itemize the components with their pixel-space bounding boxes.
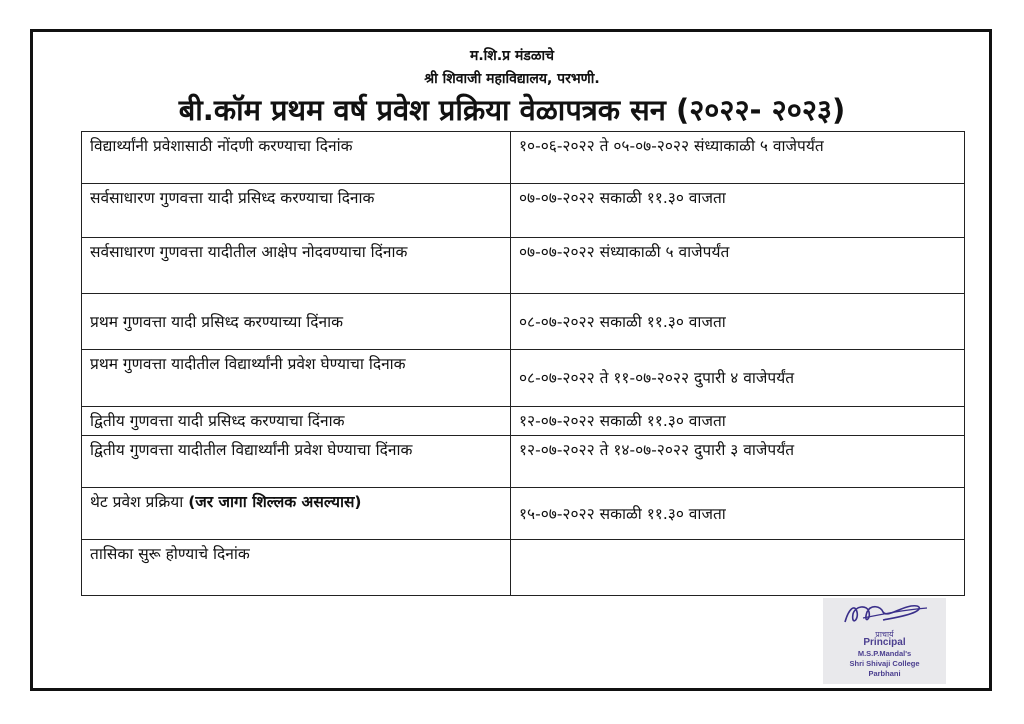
date-cell: ०७-०७-२०२२ सकाळी ११.३० वाजता: [511, 184, 965, 238]
college-name: श्री शिवाजी महाविद्यालय, परभणी.: [424, 71, 600, 87]
seal-college: Shri Shivaji College: [849, 659, 920, 668]
table-row: [82, 436, 965, 488]
event-cell: प्रथम गुणवत्ता यादी प्रसिध्द करण्याच्या दिंनाक: [82, 294, 511, 350]
table-row: [82, 488, 965, 540]
seal-org: M.S.P.Mandal's: [857, 649, 912, 658]
table-row: [82, 407, 965, 436]
table-row: [82, 350, 965, 407]
event-cell: सर्वसाधारण गुणवत्ता यादीतील आक्षेप नोदवण्याचा दिंनाक: [82, 238, 511, 294]
date-cell: ०८-०७-२०२२ सकाळी ११.३० वाजता: [511, 294, 965, 350]
date-cell: १५-०७-२०२२ सकाळी ११.३० वाजता: [511, 488, 965, 540]
date-cell: १२-०७-२०२२ सकाळी ११.३० वाजता: [511, 407, 965, 436]
table-row: [82, 184, 965, 238]
table-row: [82, 238, 965, 294]
table-row: [82, 294, 965, 350]
table-row: [82, 540, 965, 596]
event-cell: द्वितीय गुणवत्ता यादी प्रसिध्द करण्याचा दिंनाक: [82, 407, 511, 436]
date-cell: १२-०७-२०२२ ते १४-०७-२०२२ दुपारी ३ वाजेपर्यंत: [511, 436, 965, 488]
date-cell: १०-०६-२०२२ ते ०५-०७-२०२२ संध्याकाळी ५ वाजेपर्यंत: [511, 132, 965, 184]
seal-hindi: प्राचार्य: [875, 630, 894, 639]
date-cell: ०८-०७-२०२२ ते ११-०७-२०२२ दुपारी ४ वाजेपर्यंत: [511, 350, 965, 407]
seal-title: Principal: [863, 637, 906, 648]
event-text: थेट प्रवेश प्रक्रिया: [90, 493, 189, 511]
event-cell: सर्वसाधारण गुणवत्ता यादी प्रसिध्द करण्याचा दिनाक: [82, 184, 511, 238]
event-cell: तासिका सुरू होण्याचे दिनांक: [82, 540, 511, 596]
page-title: बी.कॉम प्रथम वर्ष प्रवेश प्रक्रिया वेळापत्रक सन (२०२२- २०२३): [178, 93, 846, 127]
date-cell: ०७-०७-२०२२ संध्याकाळी ५ वाजेपर्यंत: [511, 238, 965, 294]
seal-city: Parbhani: [868, 669, 901, 678]
society-name: म.शि.प्र मंडळाचे: [469, 48, 554, 64]
date-cell: [511, 540, 965, 596]
event-cell: [82, 488, 511, 540]
principal-seal: [823, 598, 946, 684]
event-cell: द्वितीय गुणवत्ता यादीतील विद्यार्थ्यांनी प्रवेश घेण्याचा दिंनाक: [82, 436, 511, 488]
event-cell: प्रथम गुणवत्ता यादीतील विद्यार्थ्यांनी प्रवेश घेण्याचा दिनाक: [82, 350, 511, 407]
table-row: [82, 132, 965, 184]
event-cell: विद्यार्थ्यांनी प्रवेशासाठी नोंदणी करण्याचा दिनांक: [82, 132, 511, 184]
event-note: (जर जागा शिल्लक असल्यास): [188, 493, 362, 511]
admission-schedule-table: [81, 131, 965, 596]
